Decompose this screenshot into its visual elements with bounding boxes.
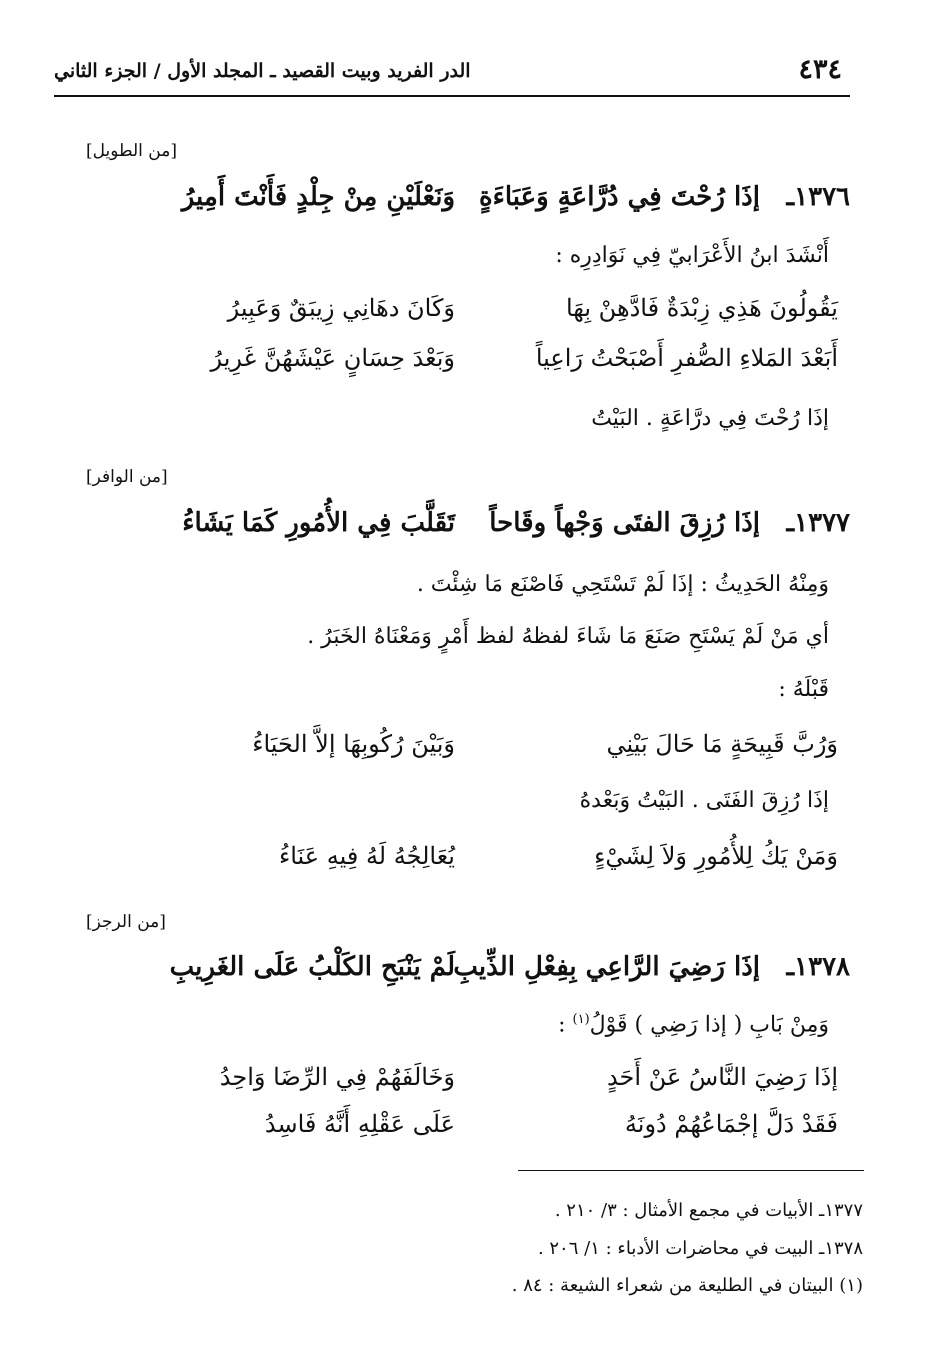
prose-line: إذَا رُحْتَ فِي درَّاعَةٍ . البَيْتُ <box>591 406 829 431</box>
verse-line <box>100 730 850 774</box>
prose-line: وَمِنْهُ الحَدِيثُ : إذَا لَمْ تَسْتَحِي فَاصْنَع مَا شِئْتَ . <box>416 572 829 597</box>
page-number: ٤٣٤ <box>798 54 842 85</box>
hemistich-second: وَكَانَ دهَانِي زِيبَقٌ وَعَبِيرُ <box>227 294 455 322</box>
prose-text: وَمِنْ بَابِ ( إذا رَضِي ) قَوْلُ <box>589 1012 829 1038</box>
verse-line <box>100 842 850 886</box>
entry-number: ١٣٧٨ـ <box>786 952 850 982</box>
main-verse <box>100 182 850 226</box>
prose-line <box>109 1012 829 1037</box>
verse-line <box>100 1063 850 1107</box>
hemistich-first: أَبَعْدَ المَلاءِ الصُّفرِ أَصْبَحْتُ رَاعِياً <box>535 344 838 372</box>
header-divider <box>54 95 850 97</box>
hemistich-second: تَقَلَّبَ فِي الأُمُورِ كَمَا يَشَاءُ <box>182 508 455 538</box>
hemistich-second: عَلَى عَقْلِهِ أَنَّهُ فَاسِدُ <box>264 1110 455 1138</box>
hemistich-second: وَنَعْلَيْنِ مِنْ جِلْدٍ فَأَنْتَ أَمِيرُ <box>181 182 455 212</box>
hemistich-first: إذَا رَضِيَ الرَّاعِي بِفِعْلِ الذِّيبِ <box>453 952 760 982</box>
prose-line: أي مَنْ لَمْ يَسْتَحِ صَنَعَ مَا شَاءَ لفظهُ لفظ أَمْرٍ وَمَعْنَاهُ الخَبَرُ . <box>307 624 829 649</box>
hemistich-second: وَبَيْنَ رُكُوبِهَا إلاَّ الحَيَاءُ <box>252 730 455 758</box>
hemistich-first: إذَا رَضِيَ النَّاسُ عَنْ أَحَدٍ <box>606 1063 838 1091</box>
main-verse <box>100 952 850 996</box>
running-title: الدر الفريد وبيت القصيد ـ المجلد الأول / الجزء الثاني <box>54 60 471 82</box>
footnote-divider <box>518 1170 864 1171</box>
hemistich-first: وَرُبَّ قَبِيحَةٍ مَا حَالَ بَيْنِي <box>606 730 838 758</box>
hemistich-first: إذَا رُحْتَ فِي دُرَّاعَةٍ وَعَبَاءَةٍ <box>479 182 760 212</box>
meter-label: [من الوافر] <box>86 467 168 487</box>
entry-number: ١٣٧٧ـ <box>786 508 850 538</box>
hemistich-first: يَقُولُونَ هَذِي زِبْدَةٌ فَادَّهِنْ بِهَا <box>565 294 838 322</box>
verse-line <box>100 294 850 338</box>
hemistich-first: وَمَنْ يَكُ لِلأُمُورِ وَلاَ لِشَيْءٍ <box>594 842 838 870</box>
prose-line: إذَا رُزِقَ الفَتَى . البَيْتُ وَبَعْدهُ <box>579 788 829 813</box>
verse-line <box>100 344 850 388</box>
hemistich-first: إذَا رُزِقَ الفتَى وَجْهاً وقَاحاً <box>489 508 760 538</box>
prose-line: أَنْشَدَ ابنُ الأَعْرَابيّ فِي نَوَادِرِه : <box>555 243 829 268</box>
hemistich-first: فَقَدْ دَلَّ إجْمَاعُهُمْ دُونَهُ <box>624 1110 838 1138</box>
verse-line <box>100 1110 850 1154</box>
main-verse <box>100 508 850 552</box>
footnote: ١٣٧٨ـ البيت في محاضرات الأدباء : ١/ ٢٠٦ . <box>537 1238 863 1259</box>
hemistich-second: لَمْ يَنْبَحِ الكَلْبُ عَلَى الغَرِيبِ <box>169 952 455 982</box>
hemistich-second: وَخَالَفَهُمْ فِي الرِّضَا وَاحِدُ <box>219 1063 455 1091</box>
meter-label: [من الطويل] <box>86 141 177 161</box>
hemistich-second: وَبَعْدَ حِسَانٍ عَيْشَهُنَّ غَرِيرُ <box>210 344 455 372</box>
meter-label: [من الرجز] <box>86 912 166 932</box>
entry-number: ١٣٧٦ـ <box>786 182 850 212</box>
prose-line: قَبْلَهُ : <box>778 677 829 702</box>
prose-text-tail: : <box>558 1012 573 1038</box>
footnote: (١) البيتان في الطليعة من شعراء الشيعة : ٨٤ . <box>511 1275 863 1296</box>
footnote: ١٣٧٧ـ الأبيات في مجمع الأمثال : ٣/ ٢١٠ . <box>554 1200 863 1221</box>
page-header <box>54 50 850 94</box>
footnote-marker: (١) <box>572 1012 590 1027</box>
hemistich-second: يُعَالِجُهُ لَهُ فِيهِ عَنَاءُ <box>278 842 455 870</box>
